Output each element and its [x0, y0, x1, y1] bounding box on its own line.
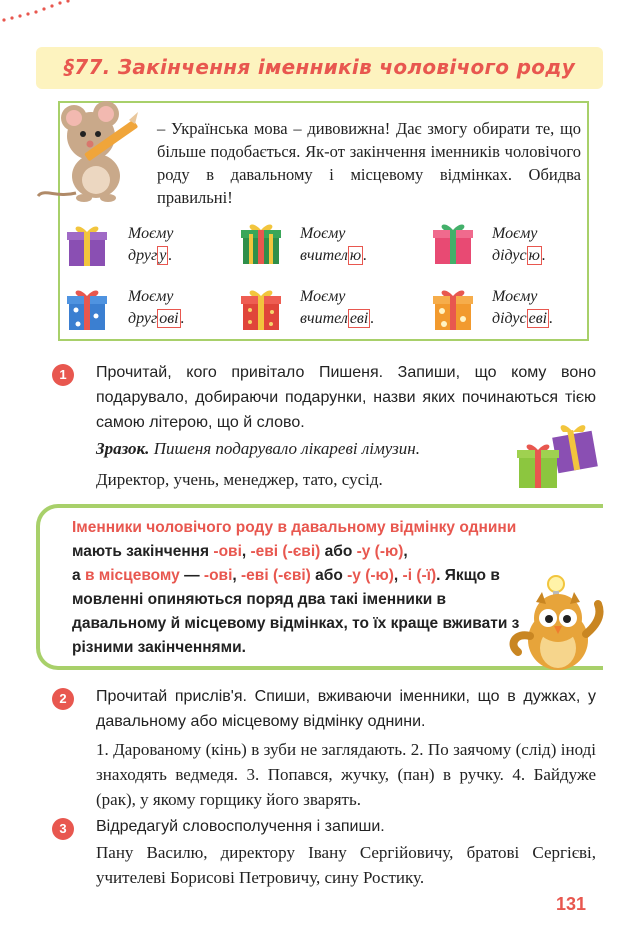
rule-part: або	[320, 543, 357, 560]
example-stem: вчител	[300, 310, 348, 327]
rule-part: а	[72, 567, 85, 584]
rule-part: ,	[403, 543, 408, 560]
task-3-phrases: Пану Василю, директору Івану Сергійовичу, братові Сергієві, учителеві Борисові Петровичу, сину Ростику.	[96, 843, 596, 887]
rule-ending: -і (-ї)	[402, 567, 437, 584]
task-2-text: Прочитай прислів'я. Спиши, вживаючи іменники, що в дужках, у давальному або місцевому відмінку однини.	[96, 688, 596, 730]
task-3-text: Відредагуй словосполучення і запиши.	[96, 818, 385, 835]
rule-text	[72, 516, 542, 660]
example-ending: еві	[349, 310, 369, 327]
example-6	[492, 286, 553, 330]
rule-part: . Якщо в мовленні опиняються поряд два такі іменники в давальному й місцевому відмінках, то їх краще вживати з різними закінченнями.	[72, 567, 520, 656]
example-word: Моєму	[128, 288, 174, 305]
example-1	[128, 223, 173, 267]
sample-label: Зразок.	[96, 439, 150, 458]
intro-quote: – Українська мова – дивовижна! Дає змогу обирати те, що більше подобається. Як-от закінчення іменників чоловічого роду в давальному і місцевому відмінках. Обидва правильні!	[157, 119, 581, 207]
example-2	[300, 223, 367, 267]
rule-ending: -ові	[203, 567, 233, 584]
punct: .	[168, 247, 173, 264]
task-2-number: 2	[52, 688, 74, 710]
example-3	[492, 223, 546, 267]
punct: .	[541, 247, 546, 264]
green-gift-icon	[240, 220, 282, 266]
rule-part: ,	[393, 567, 403, 584]
page-number: 131	[556, 894, 587, 914]
rule-part: —	[179, 567, 204, 584]
example-ending: еві	[528, 310, 548, 327]
example-word: Моєму	[128, 225, 174, 242]
example-stem: вчител	[300, 247, 348, 264]
example-ending: ю	[528, 247, 540, 264]
example-stem: дідус	[492, 247, 527, 264]
rule-part: ,	[232, 567, 242, 584]
rule-ending: -еві (-єві)	[241, 567, 311, 584]
example-4	[128, 286, 185, 330]
task-1-number: 1	[52, 364, 74, 386]
rule-ending: -у (-ю)	[347, 567, 394, 584]
rule-part: ,	[241, 543, 251, 560]
example-word: Моєму	[300, 225, 346, 242]
mouse-with-pencil-illustration	[36, 98, 146, 210]
example-word: Моєму	[492, 225, 538, 242]
rule-ending: -ові	[213, 543, 242, 560]
task-2-proverbs: 1. Дарованому (кінь) в зуби не заглядають. 2. По заячому (слід) іноді знаходять ведмедя. 3. Попався, жучку, (пан) в ручку. 4. Байдуже (рак), у якому горщику його зварять.	[96, 740, 596, 809]
rule-part: або	[310, 567, 348, 584]
task-1-text: Прочитай, кого привітало Пишеня. Запиши, що кому воно подарувало, добираючи подарунки, назви яких починаються тією самою літерою, що й слово.	[96, 364, 596, 431]
rule-part: в місцевому	[84, 567, 180, 584]
decorative-dots	[0, 0, 80, 30]
pink-gift-icon	[432, 220, 474, 266]
orange-gift-icon	[432, 286, 474, 332]
punct: .	[363, 247, 368, 264]
example-stem: друг	[128, 247, 158, 264]
example-ending: ю	[349, 247, 362, 264]
task-1-words: Директор, учень, менеджер, тато, сусід.	[96, 470, 383, 489]
example-5	[300, 286, 374, 330]
punct: .	[370, 310, 375, 327]
rule-ending: -еві (-єві)	[250, 543, 321, 560]
punct: .	[180, 310, 185, 327]
rule-part: мають закінчення	[72, 543, 214, 560]
example-ending: у	[159, 247, 167, 264]
example-stem: друг	[128, 310, 158, 327]
rule-ending: -у (-ю)	[356, 543, 404, 560]
punct: .	[549, 310, 554, 327]
page-title: §77. Закінчення іменників чоловічого роду	[63, 55, 576, 79]
example-ending: ові	[159, 310, 179, 327]
red-gift-icon	[240, 286, 282, 332]
blue-gift-icon	[66, 286, 108, 332]
gifts-illustration	[515, 418, 605, 492]
sample-text: Пишеня подарувало лікареві лімузин.	[153, 439, 420, 458]
title-bar	[36, 47, 603, 89]
purple-gift-icon	[66, 222, 108, 268]
example-stem: дідус	[492, 310, 527, 327]
example-word: Моєму	[492, 288, 538, 305]
owl-with-lightbulb-illustration	[498, 574, 608, 674]
task-1-sample	[96, 436, 516, 461]
task-3-number: 3	[52, 818, 74, 840]
rule-part: Іменники чоловічого роду в давальному відмінку однини	[72, 519, 517, 536]
example-word: Моєму	[300, 288, 346, 305]
